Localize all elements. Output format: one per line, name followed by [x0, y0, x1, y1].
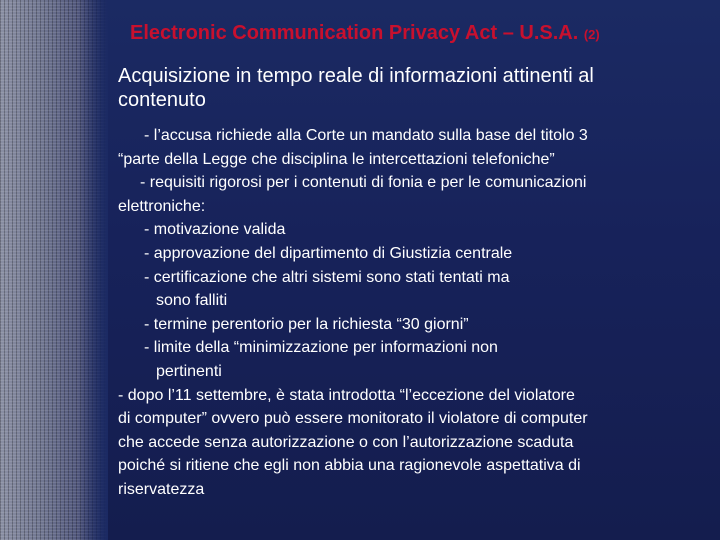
body-line: sono falliti — [156, 292, 228, 310]
slide-title-suffix: (2) — [583, 27, 600, 42]
body-line: - termine perentorio per la richiesta “30 giorni” — [144, 315, 469, 333]
body-line: - requisiti rigorosi per i contenuti di fonia e per le comunicazioni — [140, 174, 587, 192]
slide-body — [118, 124, 714, 502]
body-line: - l’accusa richiede alla Corte un mandato sulla base del titolo 3 — [144, 127, 588, 144]
heading-line: contenuto — [118, 89, 206, 111]
body-line: - certificazione che altri sistemi sono stati tentati ma — [144, 268, 510, 286]
slide-title-text: Electronic Communication Privacy Act – U.S.A. — [130, 22, 579, 44]
body-line: - limite della “minimizzazione per informazioni non — [144, 339, 498, 357]
body-line: - approvazione del dipartimento di Giustizia centrale — [144, 244, 513, 262]
body-line: riservatezza — [118, 480, 205, 498]
body-line: che accede senza autorizzazione o con l’autorizzazione scaduta — [118, 433, 574, 451]
body-line: poiché si ritiene che egli non abbia una ragionevole aspettativa di — [118, 457, 581, 475]
body-line: di computer” ovvero può essere monitorato il violatore di computer — [118, 410, 588, 428]
slide-heading — [118, 64, 708, 112]
body-line: elettroniche: — [118, 197, 206, 215]
decorative-texture-band — [0, 0, 108, 540]
heading-line: Acquisizione in tempo reale di informazioni attinenti al — [118, 65, 594, 87]
slide-title — [130, 22, 710, 45]
body-line: pertinenti — [156, 362, 222, 380]
body-line: “parte della Legge che disciplina le intercettazioni telefoniche” — [118, 150, 555, 168]
body-line: - dopo l’11 settembre, è stata introdotta “l’eccezione del violatore — [118, 386, 575, 404]
body-line: - motivazione valida — [144, 221, 286, 239]
